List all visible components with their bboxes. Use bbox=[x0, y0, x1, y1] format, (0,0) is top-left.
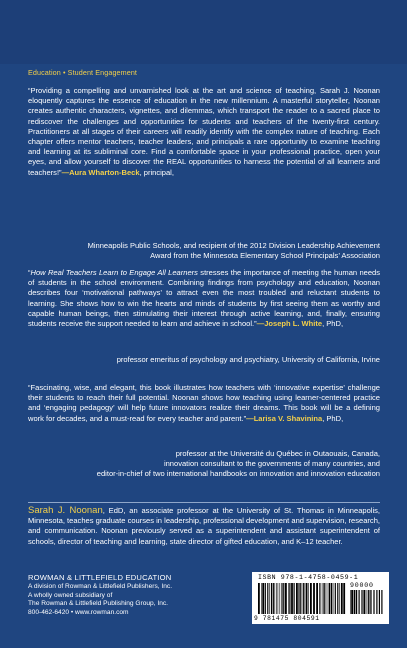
quote-2-text: stresses the importance of meeting the human needs of students in the school environment. Combining findings from psychology and education, Noonan describes four ‘motivational pathways’ to attract even the most troubled and reluctant students to learning. She shows how to win the hearts and minds of students by first seeing them as worthy and capable human beings, then stimulating their interest through active learning, and, finally, ensuring students receive the support needed to learn and achieve in school.” bbox=[28, 268, 381, 329]
quote-2-opening-mark: “ bbox=[28, 268, 31, 277]
isbn-label: ISBN 978-1-4758-0459-1 bbox=[258, 574, 359, 581]
publisher-line: The Rowman & Littlefield Publishing Group, Inc. bbox=[28, 600, 169, 608]
barcode-bars-icon bbox=[258, 583, 346, 614]
top-band bbox=[0, 0, 407, 64]
quote-1-text: “Providing a compelling and unvarnished look at the art and science of teaching, Sarah J. Noonan eloquently captures the essence of education in the new millennium. A masterful storyteller, Noonan creates authentic characters, vignettes, and dilemmas, which transport the reader to a sacred place to rediscover the challenges and opportunities for students and teachers of the twenty-first century. Practitioners at all stages of their careers will readily identify with the complex nature of teaching. Each chapter offers mentor teachers, teacher leaders, and principals a rare opportunity to examine teaching and learning at its subliminal core. Find a comfortable space in your professional practice, open your eyes, and allow yourself to discover the REAL opportunities to harness the potential of all learners and teachers!” bbox=[28, 86, 380, 177]
publisher-line: A division of Rowman & Littlefield Publishers, Inc. bbox=[28, 583, 173, 591]
quote-2-credentials bbox=[28, 355, 380, 365]
credential-line: professor emeritus of psychology and psychiatry, University of California, Irvine bbox=[116, 355, 380, 364]
credential-line: editor-in-chief of two international handbooks on innovation and innovation education bbox=[96, 469, 380, 479]
quote-3-author-suffix: , PhD, bbox=[322, 413, 344, 423]
quote-1-credentials bbox=[28, 241, 380, 261]
credential-line: professor at the Université du Québec in Outaouais, Canada, bbox=[175, 449, 380, 458]
credential-line: innovation consultant to the governments of many countries, and bbox=[163, 459, 380, 469]
barcode bbox=[252, 572, 389, 624]
author-name: Sarah J. Noonan bbox=[28, 505, 103, 516]
credential-line: Award from the Minnesota Elementary School Principals’ Association bbox=[150, 251, 380, 261]
quote-3-credentials bbox=[28, 449, 380, 480]
credential-line: Minneapolis Public Schools, and recipient of the 2012 Division Leadership Achievement bbox=[87, 241, 380, 250]
quote-3-author: —Larisa V. Shavinina bbox=[246, 413, 323, 423]
author-bio bbox=[28, 506, 380, 547]
publisher-block bbox=[28, 574, 218, 617]
quote-3 bbox=[28, 383, 380, 424]
book-title: How Real Teachers Learn to Engage All Learners bbox=[30, 268, 198, 277]
publisher-line: A wholly owned subsidiary of bbox=[28, 591, 113, 599]
publisher-name: ROWMAN & LITTLEFIELD EDUCATION bbox=[28, 573, 172, 582]
quote-1-author-suffix: , principal, bbox=[139, 167, 174, 177]
barcode-addon-bars-icon bbox=[350, 590, 384, 614]
quote-2 bbox=[28, 268, 380, 329]
divider bbox=[28, 502, 380, 503]
category-label: Education • Student Engagement bbox=[28, 68, 138, 77]
quote-2-author: —Joseph L. White bbox=[256, 319, 323, 329]
author-bio-text: , EdD, an associate professor at the University of St. Thomas in Minneapolis, Minnesota, teaches graduate courses in leadership, professional development and supervision, research, and communication. Noonan previously served as a superintendent and assistant superintendent of schools, director of teaching and learning, state director of gifted education, and K–12 teacher. bbox=[28, 506, 381, 546]
quote-2-author-suffix: , PhD, bbox=[322, 319, 344, 329]
barcode-digits: 9 781475 804591 bbox=[254, 615, 320, 622]
quote-1-author: —Aura Wharton-Beck bbox=[61, 167, 140, 177]
quote-1 bbox=[28, 86, 380, 178]
barcode-addon: 90000 bbox=[350, 582, 374, 589]
publisher-contact: 800-462-6420 • www.rowman.com bbox=[28, 608, 129, 616]
quote-3-text: “Fascinating, wise, and elegant, this book illustrates how teachers with ‘innovative expertise’ challenge their students to reach their full potential. Noonan shows how teaching using learner-centered practice and ‘engaging pedagogy’ will help future innovators realize their dreams. This book will be a defining work for decades, and a must-read for every teacher and parent.” bbox=[28, 383, 380, 423]
